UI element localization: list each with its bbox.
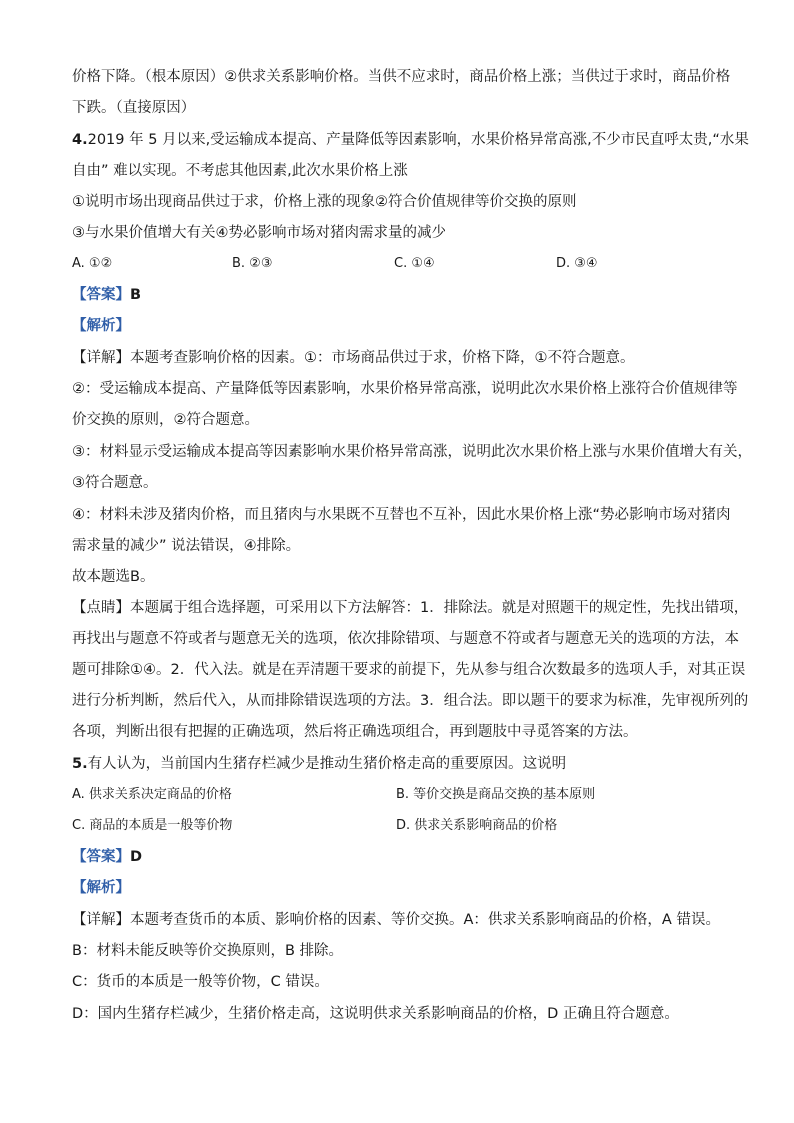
text-line: 价格下降。（根本原因）②供求关系影响价格。当供不应求时，商品价格上涨；当供过于求时，商品价格 [72,69,731,85]
answer-value: B [130,287,142,303]
question-4-stem-cont: 自由” 难以实现。不考虑其他因素,此次水果价格上涨 [72,163,408,179]
option-a: A. 供求关系决定商品的价格 [72,787,232,802]
question-number: 4. [72,132,88,148]
answer-tag: 【答案】 [72,849,130,865]
analysis-line [72,316,732,336]
tip-line [72,598,749,618]
detail-line: B：材料未能反映等价交换原则，B 排除。 [72,943,344,959]
tip-line: 各项，判断出很有把握的正确选项，然后将正确选项组合，再到题肢中寻觅答案的方法。 [72,724,638,740]
detail-text: 本题考查货币的本质、影响价格的因素、等价交换。A：供求关系影响商品的价格，A 错误。 [130,912,720,928]
question-5-stem [72,754,732,774]
detail-line: ④：材料未涉及猪肉价格，而且猪肉与水果既不互替也不互补，因此水果价格上涨“势必影响市场对猪肉 [72,507,731,523]
option-d: D. ③④ [556,256,598,271]
detail-line: 价交换的原则，②符合题意。 [72,412,259,428]
detail-tag: 【详解】 [72,350,130,366]
option-c: C. ①④ [394,256,435,271]
question-text: 2019 年 5 月以来,受运输成本提高、产量降低等因素影响，水果价格异常高涨,不少市民直呼太贵,“水果 [87,132,749,148]
tip-text: 本题属于组合选择题，可采用以下方法解答：1．排除法。就是对照题干的规定性，先找出错项， [130,600,749,616]
detail-tag: 【详解】 [72,912,130,928]
tip-line: 再找出与题意不符或者与题意无关的选项，依次排除错项、与题意不符或者与题意无关的选项的方法，本 [72,631,739,647]
option-c: C. 商品的本质是一般等价物 [72,818,233,833]
question-text: 有人认为，当前国内生猪存栏减少是推动生猪价格走高的重要原因。这说明 [87,756,567,772]
detail-text: 本题考查影响价格的因素。①：市场商品供过于求，价格下降，①不符合题意。 [130,350,635,366]
detail-line: D：国内生猪存栏减少，生猪价格走高，这说明供求关系影响商品的价格，D 正确且符合题意。 [72,1006,679,1022]
detail-line: ③符合题意。 [72,475,158,491]
answer-line [72,285,732,305]
detail-line: 故本题选B。 [72,569,155,585]
detail-line [72,910,732,930]
question-4-statement: ③与水果价值增大有关④势必影响市场对猪肉需求量的减少 [72,225,446,241]
question-number: 5. [72,756,88,772]
option-b: B. ②③ [232,256,273,271]
analysis-line [72,878,732,898]
analysis-tag: 【解析】 [72,318,130,334]
answer-line [72,847,732,867]
detail-line: 需求量的减少” 说法错误，④排除。 [72,538,301,554]
answer-value: D [130,849,143,865]
tip-tag: 【点睛】 [72,600,130,616]
text-line: 下跌。（直接原因） [72,100,196,116]
option-a: A. ①② [72,256,113,271]
tip-line: 进行分析判断，然后代入，从而排除错误选项的方法。3．组合法。即以题干的要求为标准，先审视所列的 [72,693,749,709]
analysis-tag: 【解析】 [72,880,130,896]
detail-line [72,348,732,368]
option-d: D. 供求关系影响商品的价格 [396,818,558,833]
question-4-statement: ①说明市场出现商品供过于求，价格上涨的现象②符合价值规律等价交换的原则 [72,194,577,210]
answer-tag: 【答案】 [72,287,130,303]
detail-line: ③：材料显示受运输成本提高等因素影响水果价格异常高涨，说明此次水果价格上涨与水果价值增大有关， [72,444,752,460]
detail-line: ②：受运输成本提高、产量降低等因素影响，水果价格异常高涨，说明此次水果价格上涨符合价值规律等 [72,381,738,397]
detail-line: C：货币的本质是一般等价物，C 错误。 [72,974,329,990]
tip-line: 题可排除①④。2．代入法。就是在弄清题干要求的前提下，先从参与组合次数最多的选项人手，对其正误 [72,662,746,678]
option-b: B. 等价交换是商品交换的基本原则 [396,787,596,802]
question-4-stem [72,130,749,150]
